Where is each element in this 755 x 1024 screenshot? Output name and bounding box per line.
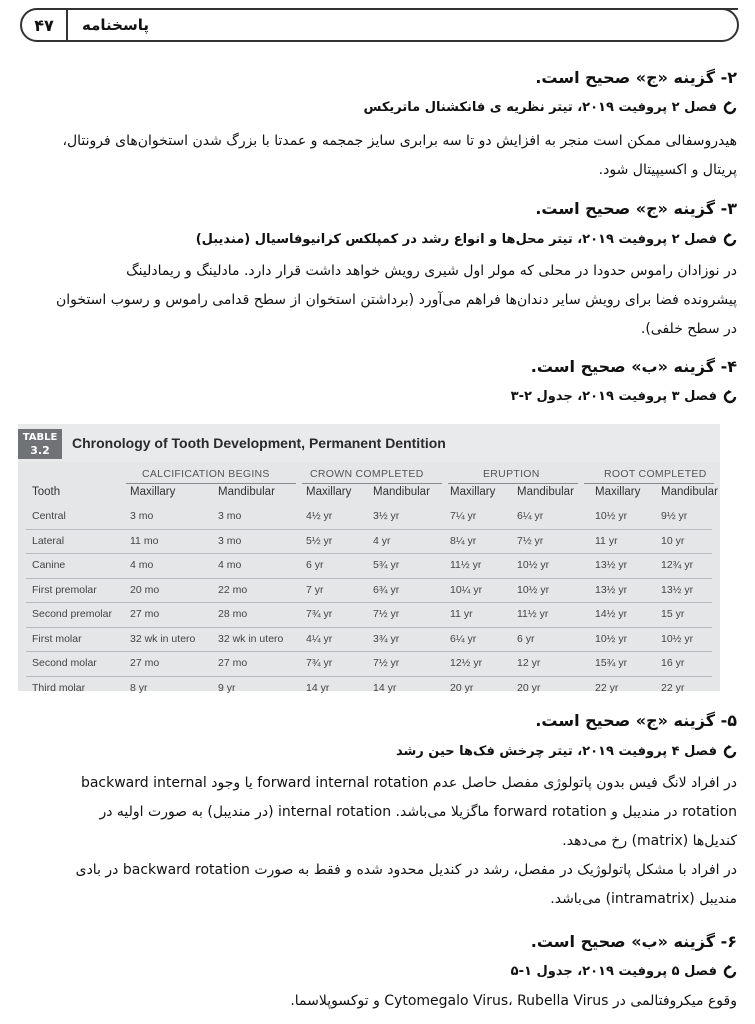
table-cell: 6 yr xyxy=(306,559,324,571)
table-cell: 6 yr xyxy=(517,632,535,645)
reference-5 xyxy=(396,744,737,759)
row-tooth-name: Third molar xyxy=(32,681,86,694)
table-cell: 7½ yr xyxy=(373,608,400,620)
group-header: CROWN COMPLETED xyxy=(310,468,424,480)
answer-heading-2: ۲- گزینه «ج» صحیح است. xyxy=(535,68,737,87)
page-header xyxy=(20,8,739,42)
row-tooth-name: Central xyxy=(32,510,66,522)
table-badge xyxy=(18,429,62,459)
table-cell: 32 wk in utero xyxy=(130,632,196,645)
table-cell: 9 yr xyxy=(218,681,236,694)
group-underline xyxy=(126,483,296,484)
table-cell: 22 yr xyxy=(661,681,685,694)
row-tooth-name: Second molar xyxy=(32,657,97,669)
table-cell: 3½ yr xyxy=(373,510,400,522)
group-underline xyxy=(302,483,442,484)
row-divider xyxy=(26,553,712,554)
table-cell: 27 mo xyxy=(130,657,160,669)
row-divider xyxy=(26,529,712,530)
table-cell: 12¾ yr xyxy=(661,559,694,571)
column-header: Maxillary xyxy=(450,486,496,498)
table-cell: 7½ yr xyxy=(517,534,544,547)
paragraph-line: هیدروسفالی ممکن است منجر به افزایش دو تا سه برابری سایز جمجمه و عمدتا با بزرگ شدن استخوان‌های فرونتال، xyxy=(62,133,737,149)
column-header: Mandibular xyxy=(661,486,718,498)
row-tooth-name: First molar xyxy=(32,632,82,645)
table-cell: 12 yr xyxy=(517,657,541,669)
table-cell: 10½ yr xyxy=(595,510,628,522)
table-cell: 6¾ yr xyxy=(373,583,400,596)
table-cell: 10½ yr xyxy=(517,583,550,596)
table-cell: 11 yr xyxy=(595,534,618,547)
answer-heading-4: ۴- گزینه «ب» صحیح است. xyxy=(530,357,737,376)
table-cell: 4 mo xyxy=(130,559,154,571)
paragraph-line: در سطح خلفی). xyxy=(640,321,737,337)
row-tooth-name: Lateral xyxy=(32,534,65,547)
reference-6 xyxy=(511,964,737,979)
column-header: Mandibular xyxy=(218,486,275,498)
reference-text: فصل ۵ پروفیت ۲۰۱۹، جدول ۱-۵ xyxy=(510,964,717,979)
table-cell: 7½ yr xyxy=(373,657,400,669)
table-badge-label: TABLE xyxy=(22,432,58,443)
table-cell: 20 yr xyxy=(517,681,541,694)
reference-text: فصل ۳ پروفیت ۲۰۱۹، جدول ۲-۳ xyxy=(510,389,717,404)
table-cell: 15¾ yr xyxy=(595,657,628,669)
table-cell: 20 yr xyxy=(450,681,474,694)
table-cell: 6¼ yr xyxy=(450,632,477,645)
table-cell: 4¼ yr xyxy=(306,632,333,645)
table-cell: 7¾ yr xyxy=(306,657,333,669)
table-cell: 10¼ yr xyxy=(450,583,483,596)
reference-arrow-icon xyxy=(723,745,737,759)
reference-arrow-icon xyxy=(723,233,737,247)
table-cell: 13½ yr xyxy=(595,559,628,571)
table-cell: 15 yr xyxy=(661,608,685,620)
answer-heading-5: ۵- گزینه «ج» صحیح است. xyxy=(535,711,737,730)
paragraph-2 xyxy=(18,127,737,185)
table-cell: 5¾ yr xyxy=(373,559,400,571)
table-cell: 14 yr xyxy=(306,681,330,694)
column-header: Maxillary xyxy=(130,486,176,498)
table-cell: 3¾ yr xyxy=(373,632,400,645)
paragraph-line: rotation در مندیبل و forward rotation ماگزیلا می‌باشد. internal rotation (در مندیبل) به صورت اولیه در xyxy=(99,804,737,820)
answer-heading-6: ۶- گزینه «ب» صحیح است. xyxy=(530,932,737,951)
group-header: ROOT COMPLETED xyxy=(604,468,707,480)
table-cell: 32 wk in utero xyxy=(218,632,284,645)
table-title: Chronology of Tooth Development, Permanent Dentition xyxy=(72,435,446,451)
table-cell: 9½ yr xyxy=(661,510,688,522)
header-top-rule xyxy=(60,8,738,10)
table-cell: 4½ yr xyxy=(306,510,333,522)
column-header: Mandibular xyxy=(373,486,430,498)
table-cell: 11 yr xyxy=(450,608,473,620)
row-tooth-name: Canine xyxy=(32,559,66,571)
paragraph-line: مندیبل (intramatrix) می‌باشد. xyxy=(550,891,737,907)
table-cell: 8 yr xyxy=(130,681,148,694)
table-cell: 3 mo xyxy=(218,534,242,547)
table-cell: 10½ yr xyxy=(517,559,550,571)
table-cell: 7¾ yr xyxy=(306,608,333,620)
table-cell: 11½ yr xyxy=(517,608,549,620)
table-badge-number: 3.2 xyxy=(30,444,50,457)
row-tooth-name: Second premolar xyxy=(32,608,112,620)
column-header: Mandibular xyxy=(517,486,574,498)
paragraph-line: وقوع میکروفتالمی در Cytomegalo Virus، Rubella Virus و توکسوپلاسما. xyxy=(290,993,737,1009)
tooth-chronology-table xyxy=(18,424,720,694)
table-cell: 7 yr xyxy=(306,583,324,596)
paragraph-5 xyxy=(18,769,737,914)
paragraph-line: کندیل‌ها (matrix) رخ می‌دهد. xyxy=(562,833,737,849)
table-cell: 16 yr xyxy=(661,657,685,669)
row-divider xyxy=(26,578,712,579)
table-cell: 22 yr xyxy=(595,681,619,694)
paragraph-line: در افراد لانگ فیس بدون پاتولوژی مفصل حاصل عدم forward internal rotation یا وجود backward internal xyxy=(80,775,737,791)
table-cell: 11½ yr xyxy=(450,559,482,571)
table-cell: 22 mo xyxy=(218,583,248,596)
paragraph-line: پیشرونده فضا برای رویش سایر دندان‌ها فراهم می‌آورد (برداشتن استخوان از سطح قدامی راموس و رسوب استخوان xyxy=(56,292,737,308)
reference-arrow-icon xyxy=(723,101,737,115)
reference-4 xyxy=(511,389,737,404)
column-header: Maxillary xyxy=(595,486,641,498)
table-cell: 28 mo xyxy=(218,608,248,620)
reference-arrow-icon xyxy=(723,390,737,404)
reference-text: فصل ۲ پروفیت ۲۰۱۹، تیتر نظریه ی فانکشنال ماتریکس xyxy=(363,100,717,115)
paragraph-line: در افراد با مشکل پاتولوژیک در مفصل، رشد در کندیل محدود شده و فقط به صورت backward rotation در بادی xyxy=(75,862,737,878)
reference-text: فصل ۲ پروفیت ۲۰۱۹، تیتر محل‌ها و انواع رشد در کمپلکس کرانیوفاسیال (مندیبل) xyxy=(195,232,717,247)
table-cell: 13½ yr xyxy=(595,583,628,596)
row-divider xyxy=(26,651,712,652)
group-header: ERUPTION xyxy=(483,468,540,480)
table-cell: 8¼ yr xyxy=(450,534,477,547)
paragraph-6 xyxy=(18,987,737,1016)
table-cell: 6¼ yr xyxy=(517,510,544,522)
table-cell: 10 yr xyxy=(661,534,685,547)
table-cell: 14½ yr xyxy=(595,608,628,620)
table-cell: 12½ yr xyxy=(450,657,483,669)
table-cell: 7¼ yr xyxy=(450,510,477,522)
row-tooth-name: First premolar xyxy=(32,583,97,596)
group-underline xyxy=(448,483,578,484)
table-cell: 10½ yr xyxy=(661,632,694,645)
group-header: CALCIFICATION BEGINS xyxy=(142,468,270,480)
table-cell: 13½ yr xyxy=(661,583,694,596)
group-underline xyxy=(584,483,714,484)
table-cell: 4 mo xyxy=(218,559,242,571)
table-cell: 27 mo xyxy=(130,608,160,620)
paragraph-3 xyxy=(18,257,737,344)
row-divider xyxy=(26,602,712,603)
table-cell: 3 mo xyxy=(130,510,154,522)
table-cell: 14 yr xyxy=(373,681,397,694)
table-cell: 4 yr xyxy=(373,534,391,547)
table-cell: 10½ yr xyxy=(595,632,628,645)
table-cell: 20 mo xyxy=(130,583,160,596)
column-header: Maxillary xyxy=(306,486,352,498)
table-cell: 5½ yr xyxy=(306,534,333,547)
answer-heading-3: ۳- گزینه «ج» صحیح است. xyxy=(535,199,737,218)
table-cell: 27 mo xyxy=(218,657,248,669)
reference-arrow-icon xyxy=(723,965,737,979)
table-cell: 3 mo xyxy=(218,510,242,522)
row-divider xyxy=(26,627,712,628)
paragraph-line: پریتال و اکسیپیتال شود. xyxy=(598,162,737,178)
column-header: Tooth xyxy=(32,486,61,498)
paragraph-line: در نوزادان راموس حدودا در محلی که مولر اول شیری رویش خواهد داشت قرار دارد. مادلینگ و ریمادلینگ xyxy=(126,263,737,279)
row-divider xyxy=(26,676,712,677)
reference-2 xyxy=(363,100,737,115)
table-cell: 11 mo xyxy=(130,534,159,547)
reference-text: فصل ۴ پروفیت ۲۰۱۹، تیتر چرخش فک‌ها حین رشد xyxy=(395,744,717,759)
reference-3 xyxy=(196,232,737,247)
header-title: پاسخنامه xyxy=(82,16,149,34)
page-number: ۴۷ xyxy=(22,10,68,40)
